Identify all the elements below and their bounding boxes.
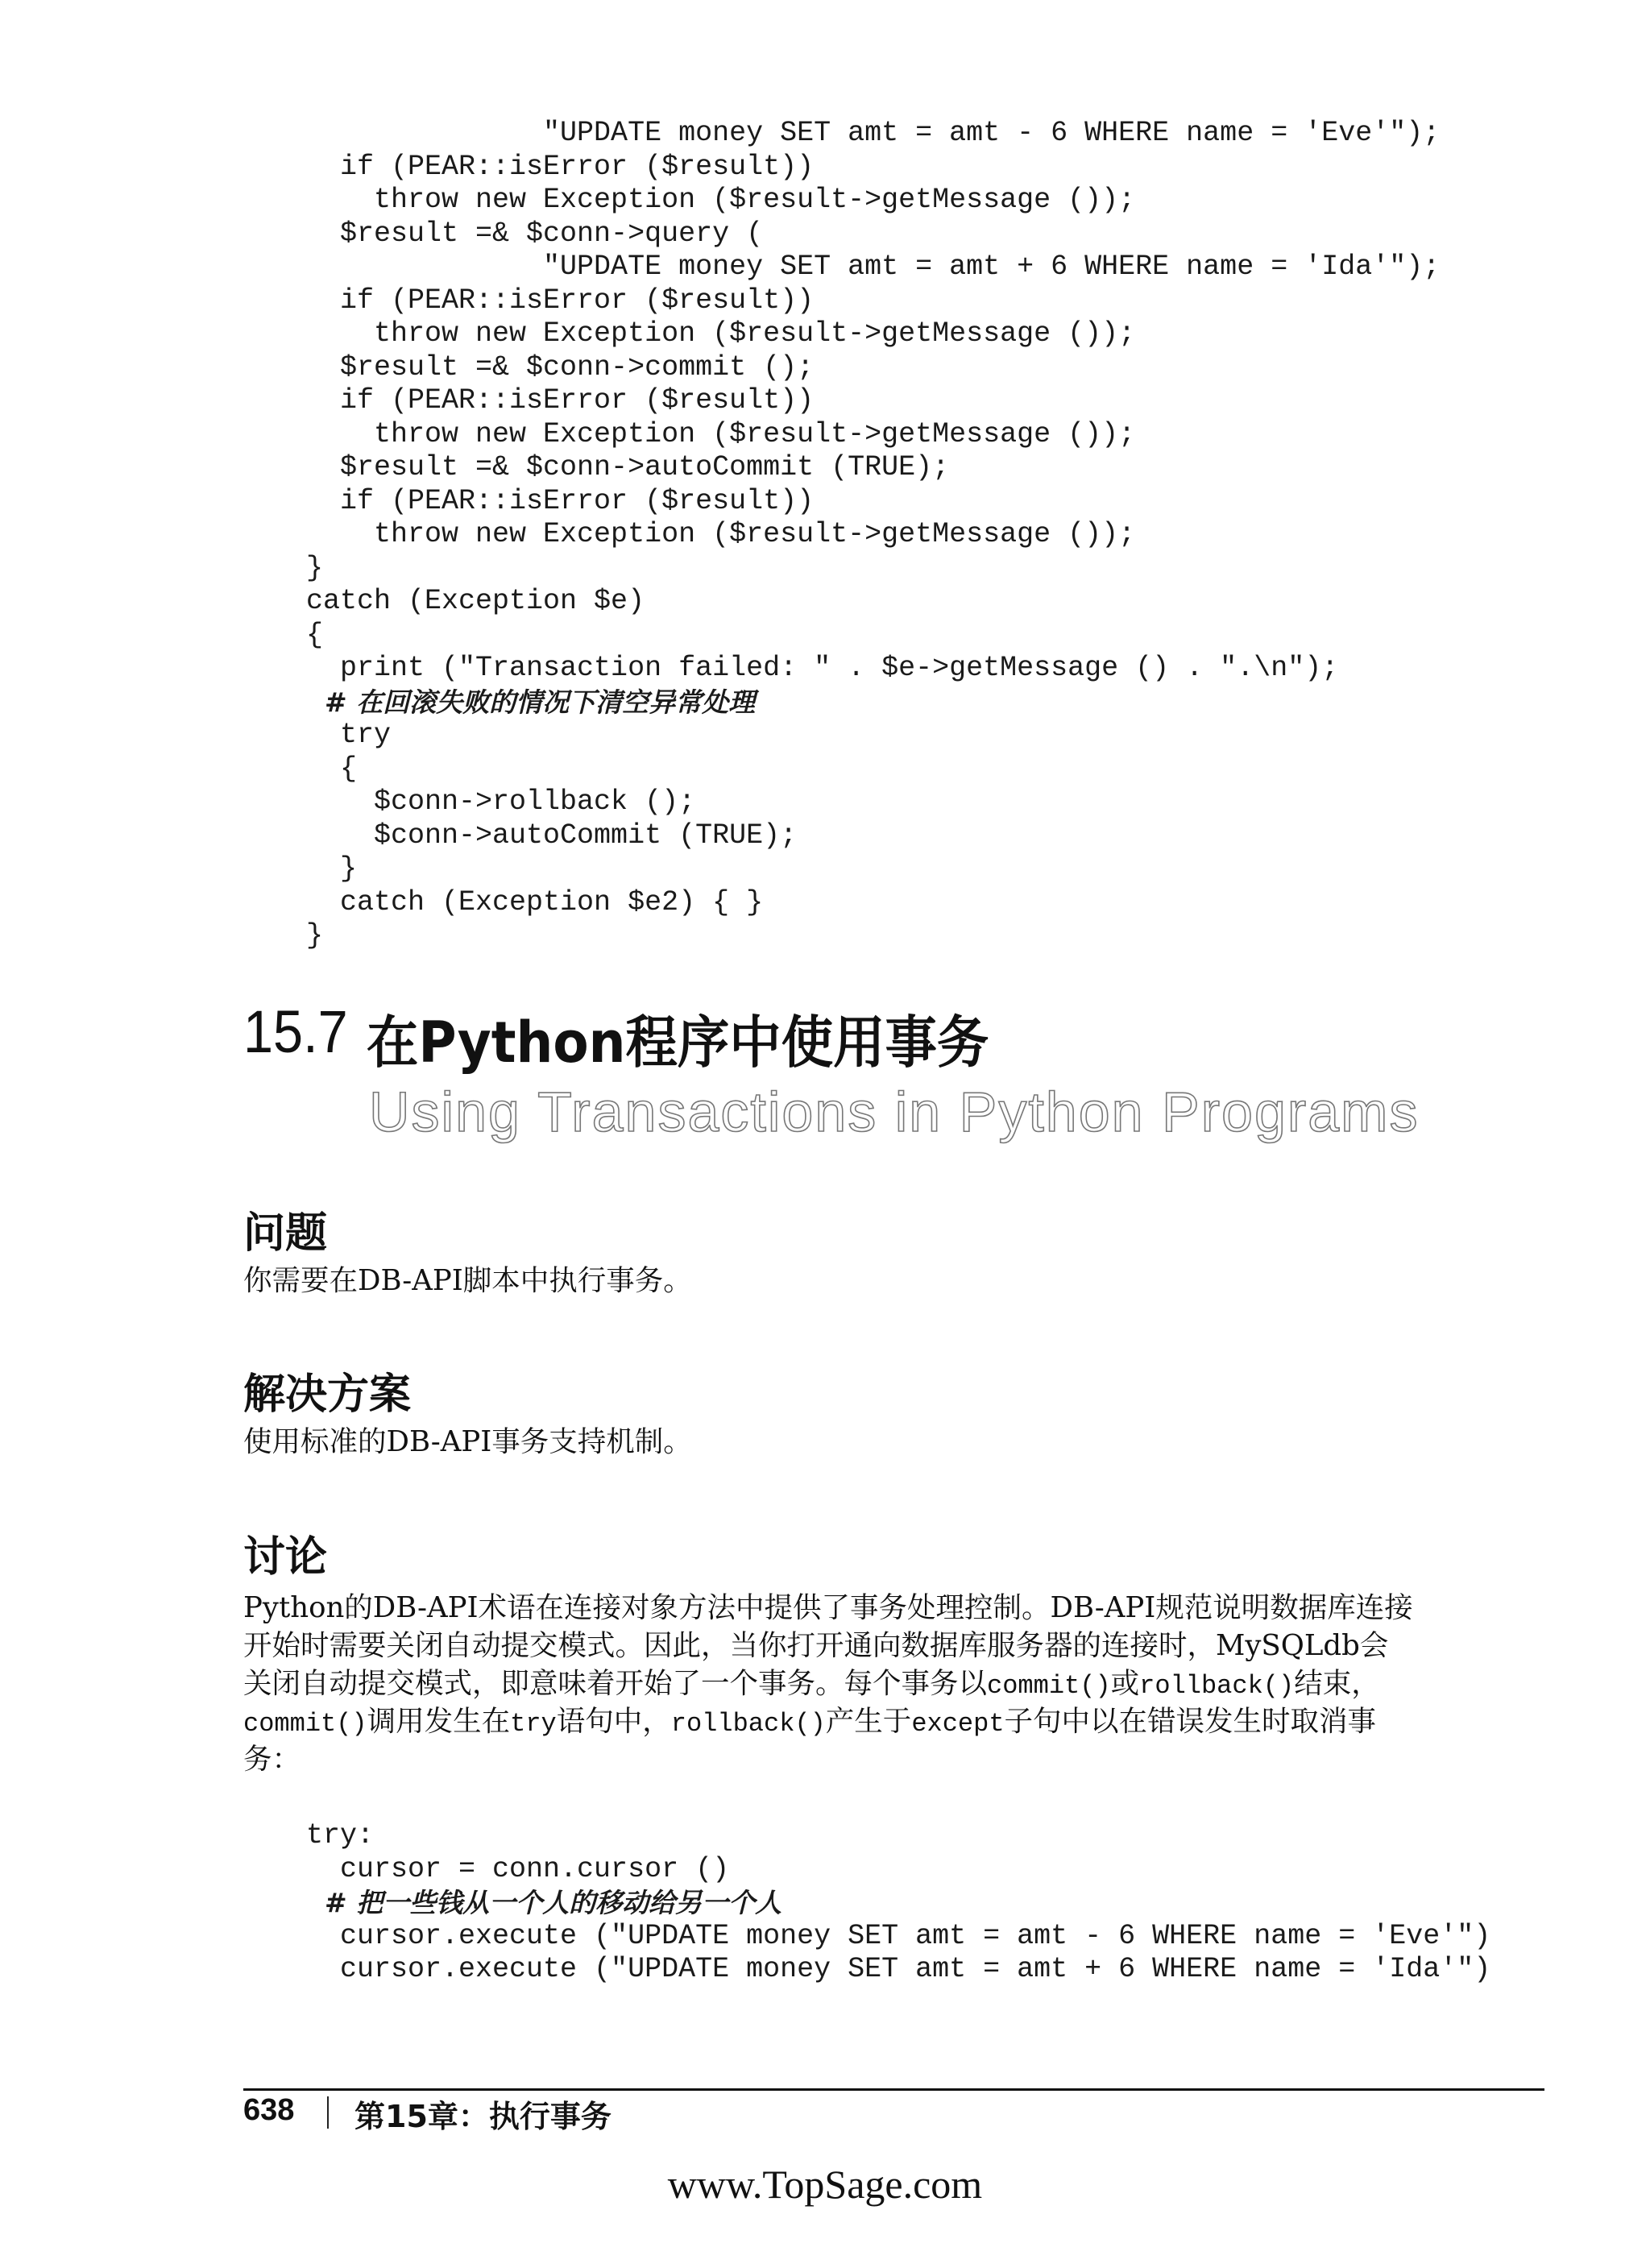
code-line: $result =& $conn->autoCommit (TRUE); — [306, 451, 950, 483]
inline-code: rollback() — [1139, 1671, 1295, 1701]
code-line: } — [306, 551, 324, 584]
code-line: if (PEAR::isError ($result)) — [306, 484, 815, 517]
chapter-title: 第15章：执行事务 — [354, 2099, 611, 2134]
problem-heading: 问题 — [243, 1209, 328, 1258]
text-run: 开始时需要关闭自动提交模式。因此，当你打开通向数据库服务器的连接时，MySQLdb会 — [243, 1629, 1389, 1662]
code-block-python — [306, 1819, 1490, 1987]
text-run: 务： — [243, 1743, 301, 1776]
code-line: $conn->rollback (); — [306, 786, 696, 818]
section-number: 15.7 — [243, 998, 348, 1065]
code-line: throw new Exception ($result->getMessage ()); — [306, 417, 1136, 450]
text-run: 结束， — [1294, 1667, 1380, 1700]
section-subtitle: Using Transactions in Python Programs — [369, 1080, 1420, 1143]
code-line: try: — [306, 1819, 375, 1851]
code-line: "UPDATE money SET amt = amt + 6 WHERE name = 'Ida'"); — [306, 251, 1441, 283]
text-run: 产生于 — [825, 1705, 912, 1738]
code-line: # 把一些钱从一个人的移动给另一个人 — [306, 1887, 782, 1918]
code-line: cursor.execute ("UPDATE money SET amt = amt - 6 WHERE name = 'Eve'") — [306, 1919, 1491, 1952]
inline-code: commit() — [987, 1671, 1111, 1701]
page-number: 638 — [243, 2093, 295, 2127]
paragraph-line — [243, 1740, 1532, 1778]
code-line: { — [306, 752, 358, 785]
code-line: } — [306, 919, 324, 952]
paragraph-line — [243, 1589, 1532, 1627]
code-line: try — [306, 719, 392, 751]
inline-code: except — [911, 1709, 1005, 1739]
paragraph-line — [243, 1627, 1532, 1665]
solution-text: 使用标准的DB-API事务支持机制。 — [243, 1425, 692, 1458]
code-line: $result =& $conn->commit (); — [306, 350, 815, 384]
code-line: "UPDATE money SET amt = amt - 6 WHERE name = 'Eve'"); — [306, 117, 1441, 149]
code-block-php — [306, 117, 1440, 953]
code-line: } — [306, 852, 358, 885]
footer-rule — [243, 2088, 1544, 2091]
code-line: $result =& $conn->query ( — [306, 217, 764, 250]
code-line: catch (Exception $e2) { } — [306, 885, 764, 918]
text-run: 或 — [1110, 1667, 1140, 1700]
paragraph-line — [243, 1665, 1532, 1702]
code-line: cursor.execute ("UPDATE money SET amt = amt + 6 WHERE name = 'Ida'") — [306, 1953, 1491, 1985]
code-line: catch (Exception $e) — [306, 585, 645, 617]
footer-separator — [327, 2096, 329, 2129]
text-run: 关闭自动提交模式，即意味着开始了一个事务。每个事务以 — [243, 1667, 988, 1700]
code-line: if (PEAR::isError ($result)) — [306, 384, 815, 417]
code-line: if (PEAR::isError ($result)) — [306, 284, 815, 317]
code-line: cursor = conn.cursor () — [306, 1852, 730, 1885]
code-line: throw new Exception ($result->getMessage ()); — [306, 184, 1136, 216]
solution-heading: 解决方案 — [243, 1370, 412, 1419]
problem-text: 你需要在DB-API脚本中执行事务。 — [243, 1264, 692, 1297]
discussion-paragraph — [243, 1589, 1532, 1778]
discussion-heading: 讨论 — [243, 1533, 328, 1582]
code-line: $conn->autoCommit (TRUE); — [306, 819, 798, 852]
code-line: if (PEAR::isError ($result)) — [306, 150, 815, 183]
code-line: print ("Transaction failed: " . $e->getMessage () . ".\n"); — [306, 652, 1339, 684]
code-line: throw new Exception ($result->getMessage ()); — [306, 518, 1136, 550]
code-line: # 在回滚失败的情况下清空异常处理 — [306, 686, 756, 718]
text-run: 子句中以在错误发生时取消事 — [1004, 1705, 1377, 1738]
inline-code: commit() — [243, 1709, 367, 1739]
text-run: 调用发生在 — [367, 1705, 511, 1738]
text-run: 语句中， — [556, 1705, 671, 1738]
paragraph-line — [243, 1702, 1532, 1740]
watermark-url: www.TopSage.com — [667, 2162, 983, 2207]
section-title: 在Python程序中使用事务 — [367, 1010, 989, 1076]
inline-code: rollback() — [670, 1709, 826, 1739]
code-line: { — [306, 618, 324, 651]
text-run: Python的DB-API术语在连接对象方法中提供了事务处理控制。DB-API规范说明数据库连接 — [243, 1591, 1413, 1624]
code-line: throw new Exception ($result->getMessage ()); — [306, 317, 1136, 350]
inline-code: try — [510, 1709, 557, 1739]
